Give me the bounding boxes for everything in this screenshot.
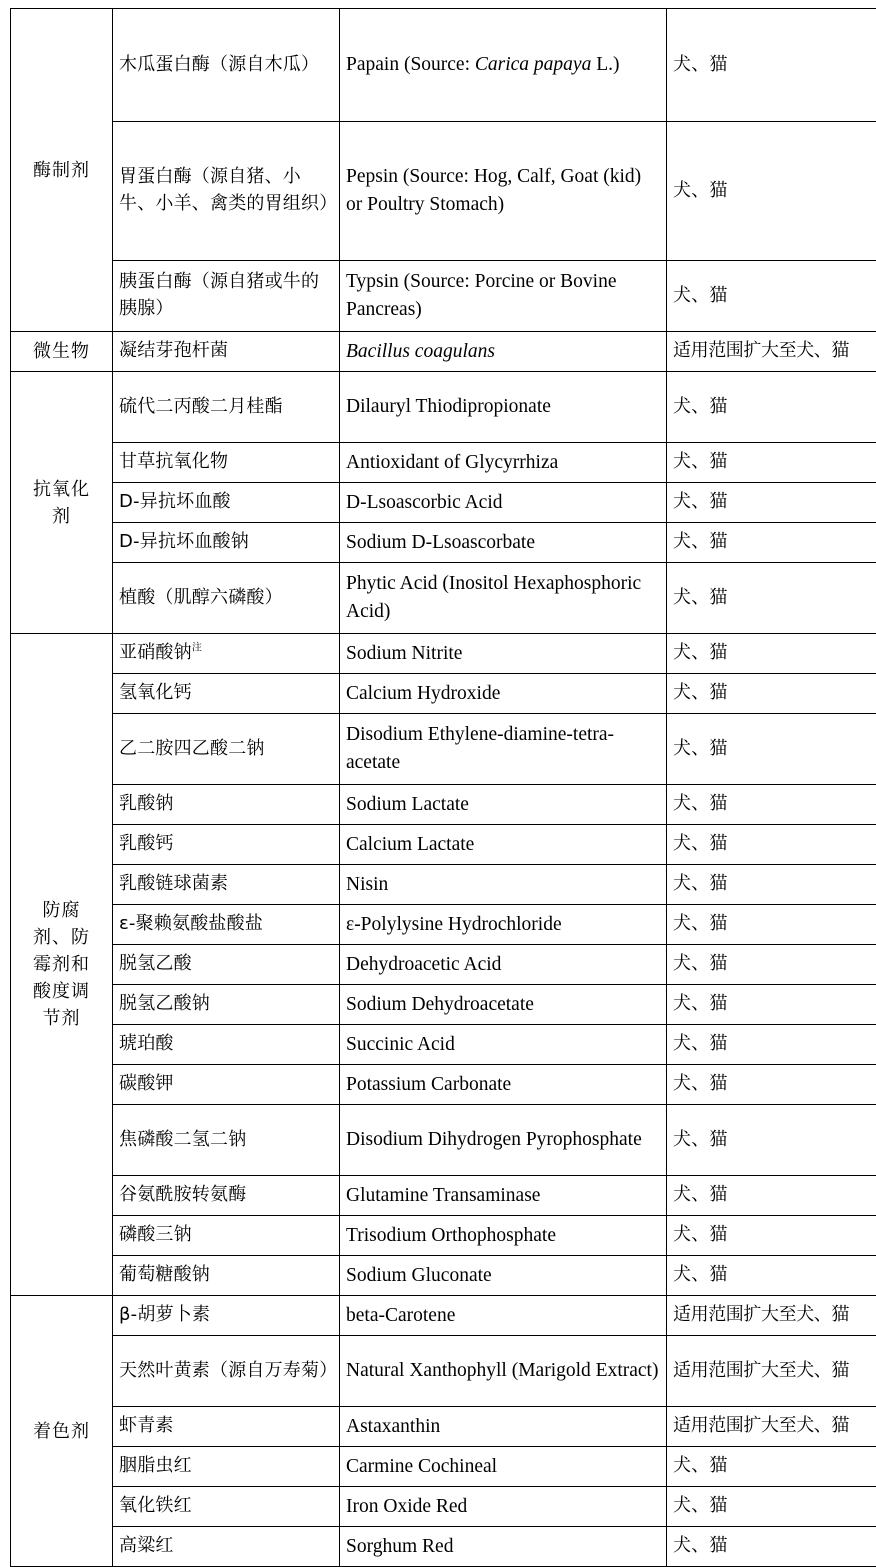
table-row (11, 785, 876, 825)
chinese-name-cell (113, 1407, 340, 1447)
english-name-cell (340, 122, 667, 261)
chinese-name-text: 亚硝酸钠 (119, 642, 192, 663)
english-name-text: Carmine Cochineal (346, 1456, 497, 1477)
table-row (11, 714, 876, 785)
chinese-name-text: D-异抗坏血酸钠 (119, 531, 249, 552)
species-cell (667, 865, 876, 905)
chinese-name-text: β-胡萝卜素 (119, 1304, 210, 1325)
species-cell (667, 1527, 876, 1567)
chinese-name-cell (113, 372, 340, 443)
species-text: 犬、猫 (673, 180, 728, 201)
category-label-line: 霉剂和 (17, 951, 106, 978)
table-row (11, 1447, 876, 1487)
category-label-line: 抗氧化 (17, 476, 106, 503)
species-cell (667, 1256, 876, 1296)
species-cell (667, 483, 876, 523)
species-text: 犬、猫 (673, 587, 728, 608)
category-cell (11, 332, 113, 372)
category-label-line: 微生物 (17, 338, 106, 365)
species-text: 犬、猫 (673, 1455, 728, 1476)
species-cell (667, 443, 876, 483)
chinese-name-cell (113, 1447, 340, 1487)
species-text: 犬、猫 (673, 54, 728, 75)
english-name-text: Trisodium Orthophosphate (346, 1225, 556, 1246)
species-cell (667, 634, 876, 674)
chinese-name-cell (113, 1105, 340, 1176)
english-name-text: D-Lsoascorbic Acid (346, 492, 503, 513)
table-row (11, 865, 876, 905)
chinese-name-text: 乳酸链球菌素 (119, 873, 228, 894)
chinese-name-cell (113, 905, 340, 945)
english-name-text: Phytic Acid (Inositol Hexaphosphoric Acid) (346, 573, 641, 622)
chinese-name-cell (113, 332, 340, 372)
english-name-cell (340, 523, 667, 563)
english-name-text: Antioxidant of Glycyrrhiza (346, 452, 558, 473)
english-name-text: Dehydroacetic Acid (346, 954, 501, 975)
chinese-name-text: 乙二胺四乙酸二钠 (119, 738, 265, 759)
english-name-text: Sodium Nitrite (346, 643, 462, 664)
chinese-name-text: 凝结芽孢杆菌 (119, 340, 228, 361)
species-text: 犬、猫 (673, 1535, 728, 1556)
category-cell (11, 9, 113, 332)
table-row (11, 9, 876, 122)
species-cell (667, 1487, 876, 1527)
chinese-name-cell (113, 865, 340, 905)
chinese-name-text: 硫代二丙酸二月桂酯 (119, 396, 283, 417)
english-name-text: Sorghum Red (346, 1536, 453, 1557)
english-name-text: Calcium Hydroxide (346, 683, 500, 704)
chinese-name-text: 天然叶黄素（源自万寿菊） (119, 1360, 337, 1381)
species-text: 犬、猫 (673, 1495, 728, 1516)
species-cell (667, 985, 876, 1025)
english-name-cell (340, 1216, 667, 1256)
english-name-cell (340, 1256, 667, 1296)
chinese-name-text: 胃蛋白酶（源自猪、小牛、小羊、禽类的胃组织） (119, 166, 337, 214)
table-row (11, 563, 876, 634)
species-text: 犬、猫 (673, 396, 728, 417)
species-text: 犬、猫 (673, 1184, 728, 1205)
english-name-cell (340, 825, 667, 865)
chinese-name-text: 虾青素 (119, 1415, 174, 1436)
chinese-name-text: 高粱红 (119, 1535, 174, 1556)
english-name-text: Sodium Dehydroacetate (346, 994, 534, 1015)
footnote-marker: 注 (192, 643, 202, 654)
table-row (11, 634, 876, 674)
chinese-name-text: 葡萄糖酸钠 (119, 1264, 210, 1285)
english-name-text: Disodium Dihydrogen Pyrophosphate (346, 1129, 642, 1150)
english-name-text: Nisin (346, 874, 388, 895)
species-cell (667, 563, 876, 634)
species-text: 犬、猫 (673, 1129, 728, 1150)
chinese-name-text: 甘草抗氧化物 (119, 451, 228, 472)
table-row (11, 1296, 876, 1336)
english-name-cell (340, 865, 667, 905)
species-cell (667, 674, 876, 714)
english-name-text: Calcium Lactate (346, 834, 474, 855)
chinese-name-text: 乳酸钙 (119, 833, 174, 854)
table-row (11, 1487, 876, 1527)
chinese-name-text: 脱氢乙酸钠 (119, 993, 210, 1014)
species-cell (667, 1447, 876, 1487)
english-name-text: Typsin (Source: Porcine or Bovine Pancreas) (346, 271, 617, 320)
table-row (11, 905, 876, 945)
english-name-suffix: L.) (591, 54, 619, 75)
chinese-name-cell (113, 1216, 340, 1256)
species-cell (667, 714, 876, 785)
chinese-name-cell (113, 1065, 340, 1105)
species-cell (667, 1176, 876, 1216)
chinese-name-cell (113, 1176, 340, 1216)
english-name-text: beta-Carotene (346, 1305, 455, 1326)
english-name-cell (340, 1025, 667, 1065)
chinese-name-text: 琥珀酸 (119, 1033, 174, 1054)
species-cell (667, 1407, 876, 1447)
species-text: 犬、猫 (673, 531, 728, 552)
english-name-text: Natural Xanthophyll (Marigold Extract) (346, 1360, 658, 1381)
table-row (11, 1527, 876, 1567)
species-text: 犬、猫 (673, 285, 728, 306)
chinese-name-cell (113, 825, 340, 865)
species-cell (667, 1065, 876, 1105)
species-text: 犬、猫 (673, 682, 728, 703)
species-cell (667, 785, 876, 825)
species-cell (667, 1296, 876, 1336)
species-text: 适用范围扩大至犬、猫 (673, 1360, 849, 1381)
species-text: 适用范围扩大至犬、猫 (673, 340, 849, 361)
category-label-line: 剂、防 (17, 924, 106, 951)
table-row (11, 945, 876, 985)
species-cell (667, 945, 876, 985)
chinese-name-cell (113, 1025, 340, 1065)
english-name-cell (340, 483, 667, 523)
english-name-cell (340, 1176, 667, 1216)
category-cell (11, 634, 113, 1296)
table-row (11, 122, 876, 261)
species-text: 犬、猫 (673, 953, 728, 974)
species-text: 犬、猫 (673, 993, 728, 1014)
species-text: 犬、猫 (673, 873, 728, 894)
english-name-text: Iron Oxide Red (346, 1496, 467, 1517)
chinese-name-text: 胰蛋白酶（源自猪或牛的胰腺） (119, 271, 319, 319)
table-row (11, 523, 876, 563)
english-name-cell (340, 1527, 667, 1567)
species-cell (667, 1336, 876, 1407)
chinese-name-text: 氧化铁红 (119, 1495, 192, 1516)
english-name-cell (340, 985, 667, 1025)
species-cell (667, 372, 876, 443)
category-cell (11, 1296, 113, 1567)
chinese-name-cell (113, 1336, 340, 1407)
species-cell (667, 825, 876, 865)
feed-additive-table (10, 8, 876, 1567)
english-name-cell (340, 1336, 667, 1407)
english-name-cell (340, 372, 667, 443)
species-text: 适用范围扩大至犬、猫 (673, 1304, 849, 1325)
chinese-name-text: D-异抗坏血酸 (119, 491, 231, 512)
species-text: 犬、猫 (673, 793, 728, 814)
english-name-cell (340, 1487, 667, 1527)
english-name-cell (340, 261, 667, 332)
category-cell (11, 372, 113, 634)
chinese-name-cell (113, 1527, 340, 1567)
table-row (11, 985, 876, 1025)
english-name-cell (340, 1105, 667, 1176)
chinese-name-text: 乳酸钠 (119, 793, 174, 814)
chinese-name-cell (113, 122, 340, 261)
english-name-text: ε-Polylysine Hydrochloride (346, 914, 562, 935)
chinese-name-text: 碳酸钾 (119, 1073, 174, 1094)
table-row (11, 1065, 876, 1105)
species-text: 犬、猫 (673, 738, 728, 759)
table-row (11, 825, 876, 865)
table-row (11, 674, 876, 714)
english-name-text: Dilauryl Thiodipropionate (346, 396, 551, 417)
english-name-cell (340, 945, 667, 985)
english-name-text: Pepsin (Source: Hog, Calf, Goat (kid) or Poultry Stomach) (346, 166, 641, 215)
chinese-name-cell (113, 1487, 340, 1527)
english-name-cell (340, 714, 667, 785)
species-text: 犬、猫 (673, 1264, 728, 1285)
chinese-name-cell (113, 1256, 340, 1296)
table-body (11, 9, 876, 1567)
table-row (11, 483, 876, 523)
species-cell (667, 523, 876, 563)
chinese-name-cell (113, 443, 340, 483)
english-name-cell (340, 443, 667, 483)
species-cell (667, 905, 876, 945)
english-name-cell (340, 634, 667, 674)
chinese-name-text: 焦磷酸二氢二钠 (119, 1129, 246, 1150)
english-name-text: Sodium Lactate (346, 794, 469, 815)
english-name-cell (340, 1447, 667, 1487)
english-name-text: Astaxanthin (346, 1416, 440, 1437)
species-text: 犬、猫 (673, 642, 728, 663)
english-name-italic: Carica papaya (475, 54, 591, 75)
table-row (11, 332, 876, 372)
english-name-text: Disodium Ethylene-diamine-tetra-acetate (346, 724, 614, 773)
table-row (11, 1025, 876, 1065)
chinese-name-cell (113, 261, 340, 332)
species-text: 犬、猫 (673, 451, 728, 472)
chinese-name-cell (113, 9, 340, 122)
chinese-name-cell (113, 714, 340, 785)
english-name-cell (340, 785, 667, 825)
species-cell (667, 1105, 876, 1176)
chinese-name-text: 脱氢乙酸 (119, 953, 192, 974)
chinese-name-text: 植酸（肌醇六磷酸） (119, 587, 283, 608)
category-label-line: 剂 (17, 503, 106, 530)
english-name-cell (340, 1296, 667, 1336)
english-name-cell (340, 1065, 667, 1105)
table-row (11, 1336, 876, 1407)
english-name-prefix: Papain (Source: (346, 54, 475, 75)
english-name-cell (340, 674, 667, 714)
category-label-line: 着色剂 (17, 1418, 106, 1445)
chinese-name-text: 胭脂虫红 (119, 1455, 192, 1476)
table-row (11, 261, 876, 332)
species-cell (667, 9, 876, 122)
table-row (11, 1176, 876, 1216)
table-row (11, 1105, 876, 1176)
species-cell (667, 122, 876, 261)
english-name-cell (340, 905, 667, 945)
category-label-line: 酸度调 (17, 978, 106, 1005)
category-label-line: 节剂 (17, 1005, 106, 1032)
chinese-name-cell (113, 523, 340, 563)
chinese-name-text: 氢氧化钙 (119, 682, 192, 703)
chinese-name-cell (113, 563, 340, 634)
species-text: 适用范围扩大至犬、猫 (673, 1415, 849, 1436)
english-name-text: Sodium D-Lsoascorbate (346, 532, 535, 553)
table-row (11, 1256, 876, 1296)
species-text: 犬、猫 (673, 1073, 728, 1094)
english-name-cell (340, 1407, 667, 1447)
table-row (11, 372, 876, 443)
chinese-name-cell (113, 483, 340, 523)
chinese-name-cell (113, 674, 340, 714)
english-name-text: Potassium Carbonate (346, 1074, 511, 1095)
chinese-name-cell (113, 785, 340, 825)
chinese-name-cell (113, 1296, 340, 1336)
species-text: 犬、猫 (673, 1224, 728, 1245)
chinese-name-cell (113, 945, 340, 985)
english-name-text: Sodium Gluconate (346, 1265, 492, 1286)
english-name-text: Glutamine Transaminase (346, 1185, 540, 1206)
chinese-name-text: 木瓜蛋白酶（源自木瓜） (119, 54, 319, 75)
chinese-name-cell (113, 985, 340, 1025)
species-cell (667, 332, 876, 372)
chinese-name-cell (113, 634, 340, 674)
species-text: 犬、猫 (673, 913, 728, 934)
species-cell (667, 261, 876, 332)
species-cell (667, 1216, 876, 1256)
species-text: 犬、猫 (673, 833, 728, 854)
species-text: 犬、猫 (673, 1033, 728, 1054)
table-row (11, 1216, 876, 1256)
species-text: 犬、猫 (673, 491, 728, 512)
english-name-cell (340, 332, 667, 372)
chinese-name-text: ε-聚赖氨酸盐酸盐 (119, 913, 263, 934)
english-name-cell (340, 9, 667, 122)
table-row (11, 1407, 876, 1447)
category-label-line: 防腐 (17, 897, 106, 924)
species-cell (667, 1025, 876, 1065)
english-name-text: Succinic Acid (346, 1034, 455, 1055)
table-row (11, 443, 876, 483)
chinese-name-text: 磷酸三钠 (119, 1224, 192, 1245)
category-label-line: 酶制剂 (17, 157, 106, 184)
english-name-italic: Bacillus coagulans (346, 341, 495, 362)
chinese-name-text: 谷氨酰胺转氨酶 (119, 1184, 246, 1205)
english-name-cell (340, 563, 667, 634)
